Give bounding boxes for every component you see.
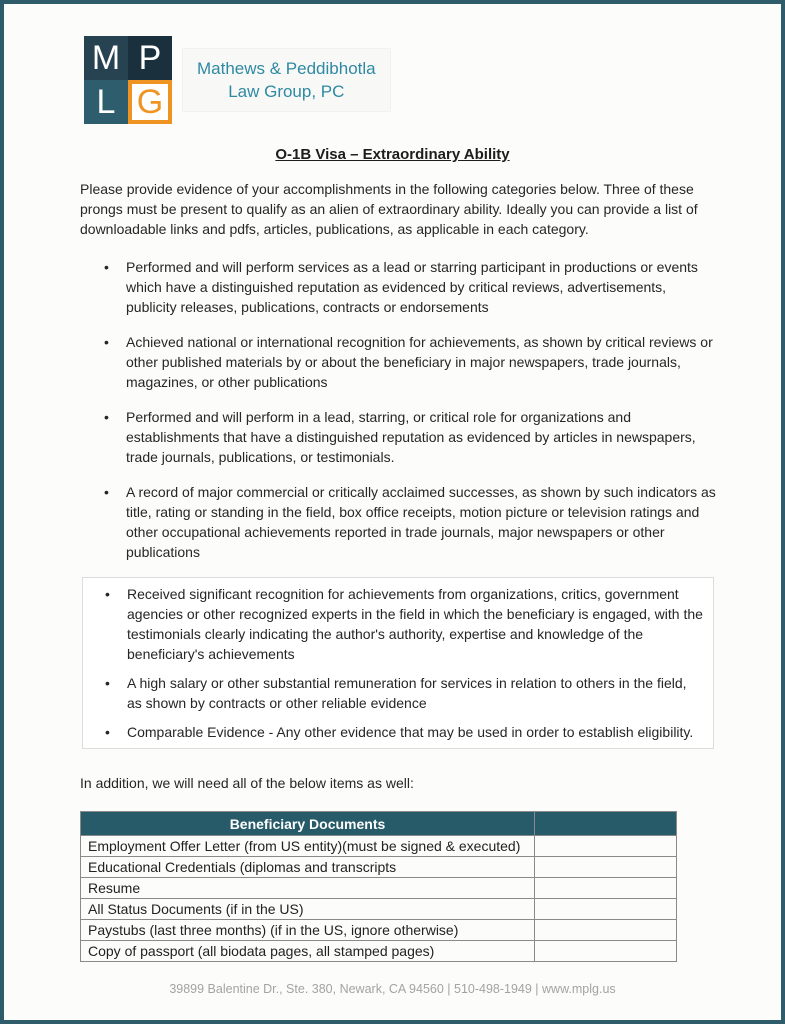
table-header-row — [81, 812, 677, 836]
logo-letter-l: L — [96, 82, 116, 121]
addition-note: In addition, we will need all of the below items as well: — [80, 775, 414, 791]
intro-paragraph: Please provide evidence of your accomplishments in the following categories below. Three of these prongs must be present to qualify as an alien of extraordinary ability. Ideally you can provide a list of downloadable links and pdfs, articles, publications, as applicable in each category. — [80, 181, 698, 237]
table-header-spacer — [535, 812, 677, 836]
evidence-box — [82, 577, 714, 749]
document-cell: Employment Offer Letter (from US entity)(must be signed & executed) — [81, 836, 535, 857]
table-row — [81, 899, 677, 920]
bullet-item: • Achieved national or international recognition for achievements, as shown by critical reviews or other published materials by or about the beneficiary in major newspapers, trade journals, magazines, or other publications — [126, 332, 718, 392]
table-row — [81, 941, 677, 962]
logo-letter-m: M — [91, 38, 121, 77]
bullet-item: • Received significant recognition for achievements from organizations, critics, government agencies or other recognized experts in the field in which the beneficiary is engaged, with the testimonials clearly indicating the author's authority, expertise and knowledge of the beneficiary's achievements — [127, 584, 705, 664]
boxed-evidence-list — [83, 584, 713, 742]
logo-tile-m — [84, 36, 128, 80]
logo-tile-l — [84, 80, 128, 124]
bullet-item: • A high salary or other substantial remuneration for services in relation to others in the field, as shown by contracts or other reliable evidence — [127, 673, 705, 713]
page-title: O-1B Visa – Extraordinary Ability — [275, 146, 510, 163]
check-cell — [535, 878, 677, 899]
firm-name — [182, 48, 391, 112]
logo-tile-p — [128, 36, 172, 80]
document-cell: Copy of passport (all biodata pages, all stamped pages) — [81, 941, 535, 962]
logo-letter-g: G — [136, 82, 164, 121]
mplg-logo — [84, 36, 172, 124]
check-cell — [535, 836, 677, 857]
document-cell: Educational Credentials (diplomas and transcripts — [81, 857, 535, 878]
table-row — [81, 878, 677, 899]
bullet-item: • A record of major commercial or critically acclaimed successes, as shown by such indicators as title, rating or standing in the field, box office receipts, motion picture or television ratings and other occupational achievements reported in trade journals, major newspapers or other publications — [126, 482, 718, 562]
bullet-item: • Comparable Evidence - Any other evidence that may be used in order to establish eligibility. — [127, 722, 705, 742]
footer-contact: 39899 Balentine Dr., Ste. 380, Newark, CA 94560 | 510-498-1949 | www.mplg.us — [169, 982, 616, 996]
document-cell: All Status Documents (if in the US) — [81, 899, 535, 920]
firm-name-line1: Mathews & Peddibhotla — [197, 59, 376, 78]
bullet-item: • Performed and will perform in a lead, starring, or critical role for organizations and establishments that have a distinguished reputation as evidenced by articles in newspapers, trade journals, publications, or testimonials. — [126, 407, 718, 467]
logo-tile-g — [128, 80, 172, 124]
table-row — [81, 857, 677, 878]
evidence-list — [4, 257, 781, 562]
check-cell — [535, 857, 677, 878]
document-cell: Resume — [81, 878, 535, 899]
letterhead — [84, 36, 781, 124]
document-cell: Paystubs (last three months) (if in the US, ignore otherwise) — [81, 920, 535, 941]
table-header-cell: Beneficiary Documents — [81, 812, 535, 836]
table-row — [81, 836, 677, 857]
check-cell — [535, 899, 677, 920]
beneficiary-documents-table — [80, 811, 677, 962]
bullet-item: • Performed and will perform services as a lead or starring participant in productions or events which have a distinguished reputation as evidenced by critical reviews, advertisements, publicity releases, publications, contracts or endorsements — [126, 257, 718, 317]
table-row — [81, 920, 677, 941]
check-cell — [535, 941, 677, 962]
logo-letter-p: P — [138, 38, 162, 77]
firm-name-line2: Law Group, PC — [228, 82, 345, 101]
check-cell — [535, 920, 677, 941]
